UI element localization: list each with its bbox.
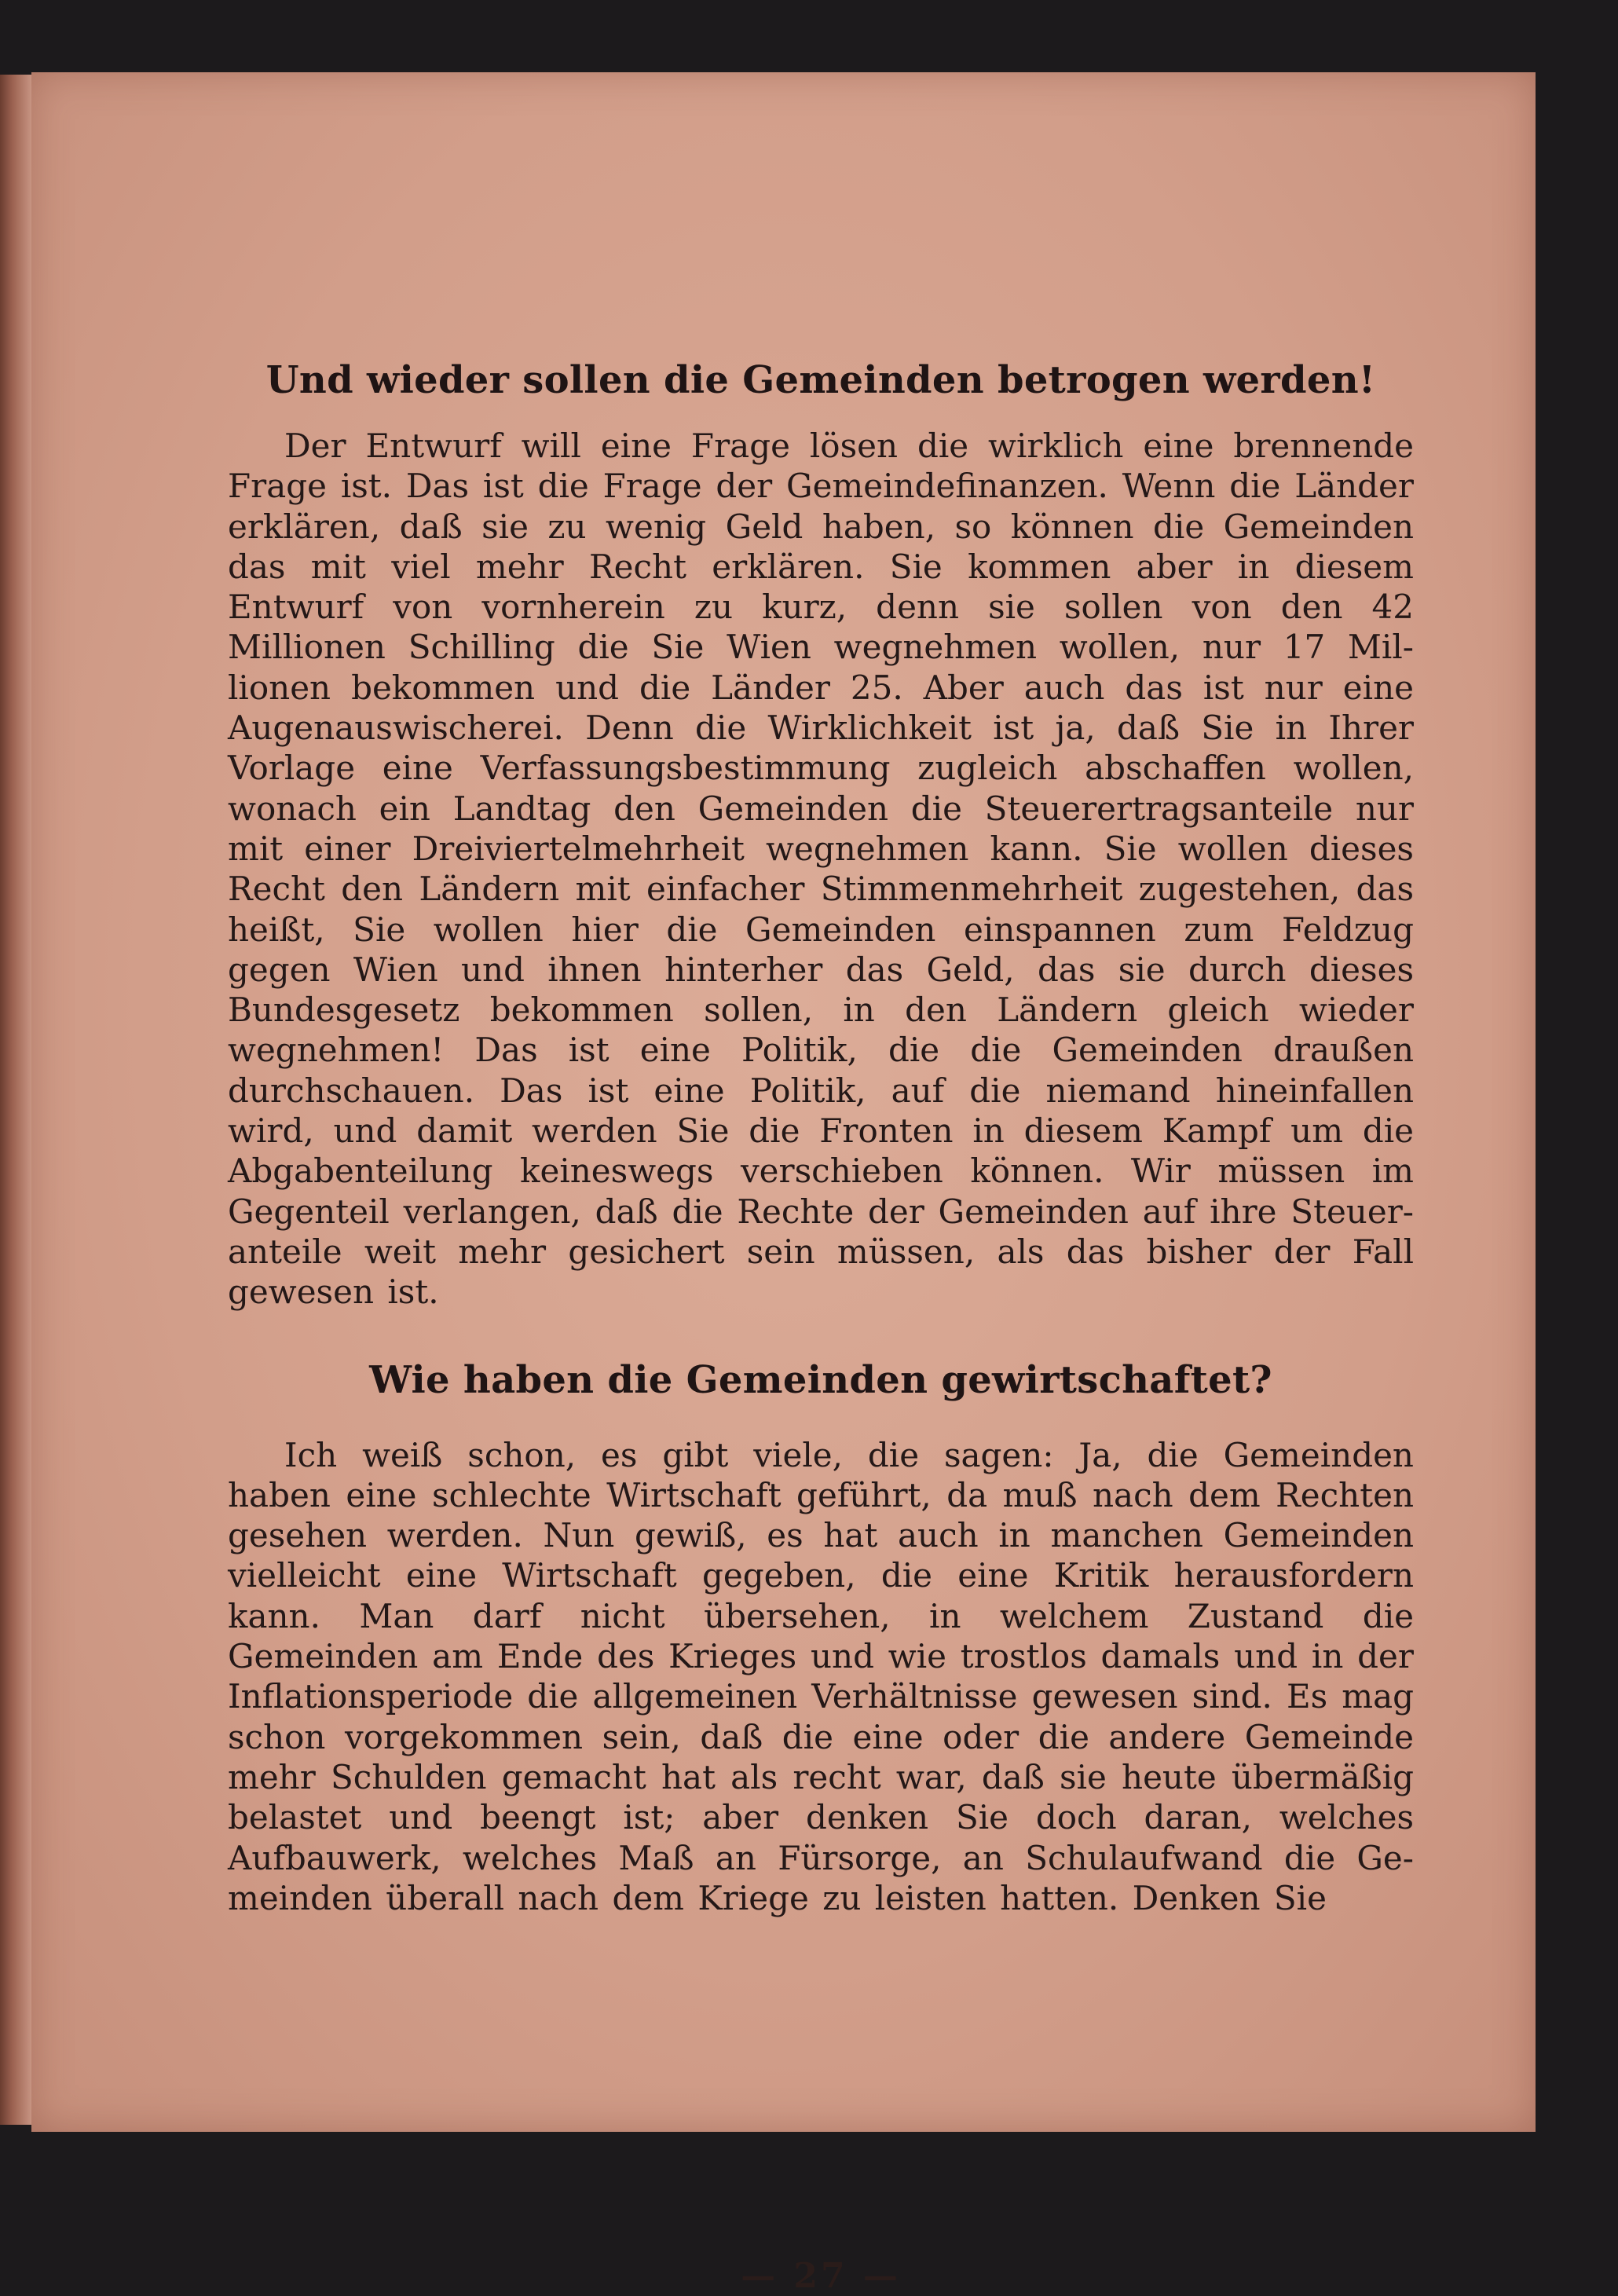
paragraph-wirtschaft: Ich weiß schon, es gibt viele, die sagen: Ja, die Gemeinden haben eine schlechte Wirtschaft geführt, da muß nach dem Rechten gesehen werden. Nun gewiß, es hat auch in manchen Gemeinden vielleicht eine Wirtschaft gegeben, die eine Kritik herausfordern kann. Man darf nicht übersehen, in welchem Zustand die Gemeinden am Ende des Krieges und wie trostlos damals und in der Inflationsperiode die allgemeinen Verhältnisse gewesen sind. Es mag schon vorgekommen sein, daß die eine oder die andere Gemeinde mehr Schulden gemacht hat als recht war, daß sie heute übermäßig belastet und beengt ist; aber denken Sie doch daran, welches Aufbauwerk, welches Maß an Fürsorge, an Schulaufwand die Gemeinden überall nach dem Kriege zu leisten hatten. Denken Sie: [228, 1435, 1414, 1917]
book-spine-edge: [0, 75, 34, 2125]
paragraph-gemeindefinanzen: Der Entwurf will eine Frage lösen die wirklich eine brennende Frage ist. Das ist die Frage der Gemeindefinanzen. Wenn die Länder erklären, daß sie zu wenig Geld haben, so können die Gemeinden das mit viel mehr Recht erklären. Sie kommen aber in diesem Entwurf von vornherein zu kurz, denn sie sollen von den 42 Millionen Schilling die Sie Wien wegnehmen wollen, nur 17 Millionen bekommen und die Länder 25. Aber auch das ist nur eine Augenauswischerei. Denn die Wirklichkeit ist ja, daß Sie in Ihrer Vorlage eine Verfassungsbestimmung zugleich abschaffen wollen, wonach ein Landtag den Gemeinden die Steuerertragsanteile nur mit einer Dreiviertelmehrheit wegnehmen kann. Sie wollen dieses Recht den Ländern mit einfacher Stimmenmehrheit zugestehen, das heißt, Sie wollen hier die Gemeinden einspannen zum Feldzug gegen Wien und ihnen hinterher das Geld, das sie durch dieses Bundesgesetz bekommen sollen, in den Ländern gleich wieder wegnehmen! Das ist eine Politik, die die Gemeinden draußen durchschauen. Das ist eine Politik, auf die niemand hineinfallen wird, und damit werden Sie die Fronten in diesem Kampf um die Abgabenteilung keineswegs verschieben können. Wir müssen im Gegenteil verlangen, daß die Rechte der Gemeinden auf ihre Steueranteile weit mehr gesichert sein müssen, als das bisher der Fall gewesen ist.: [228, 427, 1414, 1312]
page-text-block: [228, 269, 1414, 2296]
book-page: [31, 72, 1536, 2296]
page-number: — 27 —: [741, 2256, 901, 2296]
section-heading-gewirtschaftet: Wie haben die Gemeinden gewirtschaftet?: [369, 1357, 1272, 1402]
section-heading-betrogen: Und wieder sollen die Gemeinden betrogen werden!: [265, 358, 1376, 402]
